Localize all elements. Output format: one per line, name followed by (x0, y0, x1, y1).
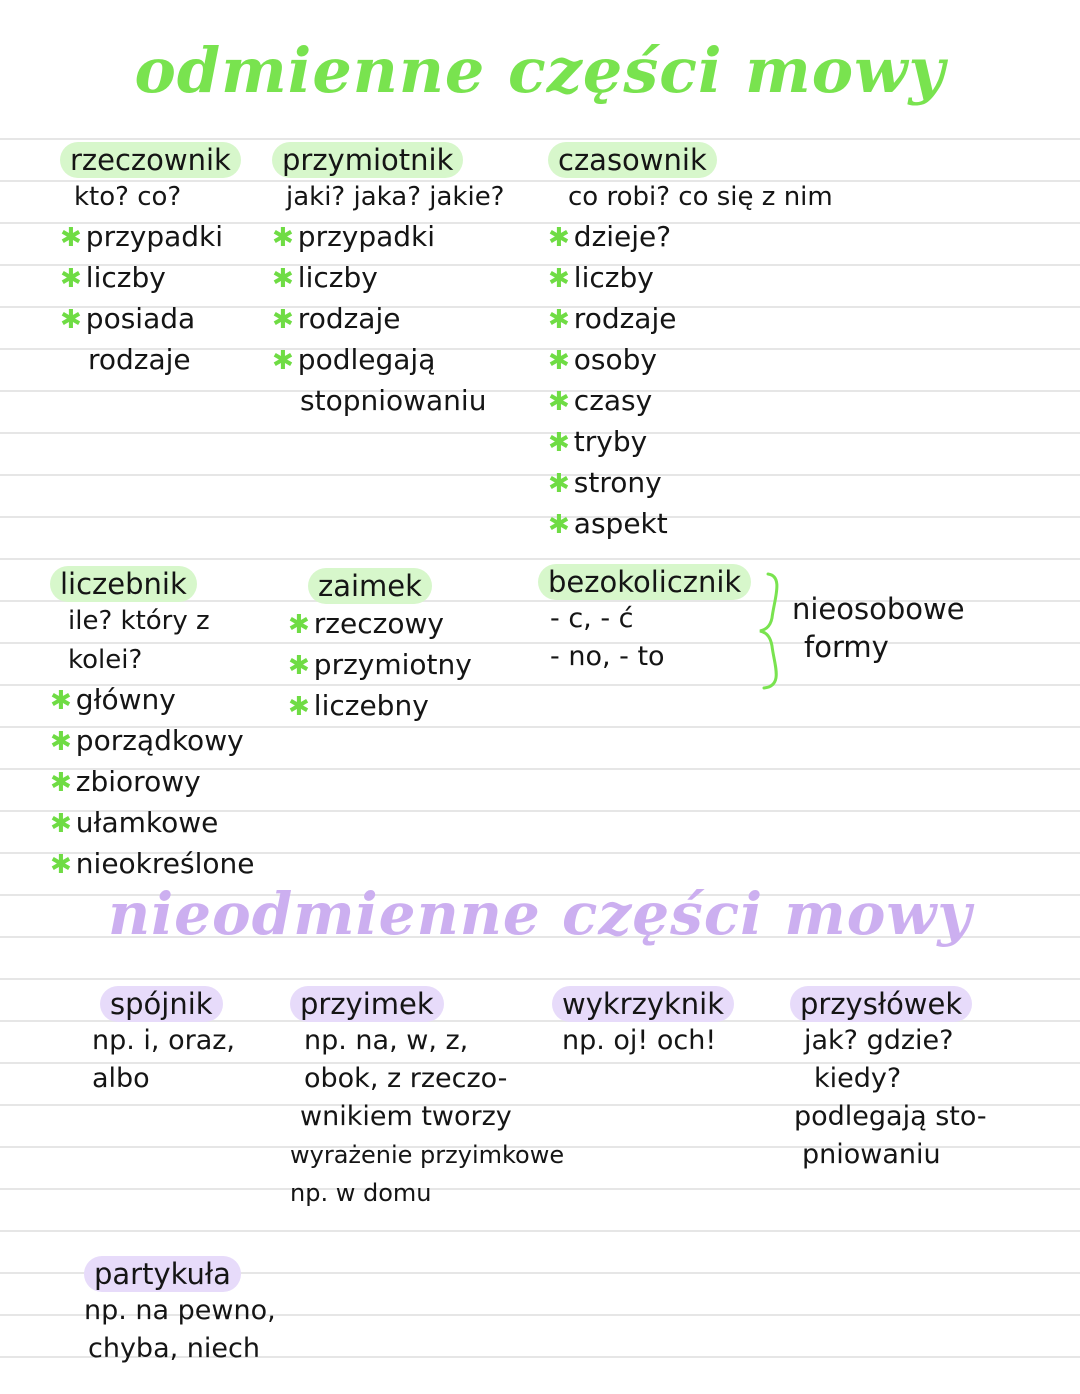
section-przyslowek (790, 986, 987, 1174)
text-line: chyba, niech (88, 1333, 260, 1364)
section-przymiotnik (272, 142, 505, 420)
page-title-uninflected: nieodmienne części mowy (107, 880, 973, 948)
asterisk-icon: ✱ (60, 223, 82, 253)
heading-przyslowek: przysłówek (790, 986, 972, 1022)
asterisk-icon: ✱ (548, 387, 570, 417)
section-przyimek (290, 986, 564, 1212)
text-line: jak? gdzie? (804, 1025, 954, 1056)
heading-przyimek: przyimek (290, 986, 444, 1022)
text-line: obok, z rzeczo- (304, 1063, 508, 1094)
list-item: ✱ tryby (548, 425, 648, 458)
asterisk-icon: ✱ (50, 768, 72, 798)
list-item: ✱ czasy (548, 384, 653, 417)
asterisk-icon: ✱ (60, 305, 82, 335)
text-line: podlegają sto- (794, 1101, 987, 1132)
asterisk-icon: ✱ (548, 428, 570, 458)
heading-rzeczownik: rzeczownik (60, 142, 241, 178)
list-czasownik (548, 217, 833, 545)
asterisk-icon: ✱ (60, 264, 82, 294)
text-line: np. i, oraz, (92, 1025, 236, 1056)
section-zaimek (288, 568, 472, 727)
list-item: ✱ dzieje? (548, 220, 672, 253)
list-item: ✱ osoby (548, 343, 657, 376)
list-przymiotnik (272, 217, 505, 420)
note-bezokolicznik (792, 590, 965, 666)
list-item: ✱ aspekt (548, 507, 668, 540)
heading-spojnik: spójnik (100, 986, 223, 1022)
list-item: ✱ liczby (272, 261, 378, 294)
asterisk-icon: ✱ (288, 692, 310, 722)
section-liczebnik (50, 566, 255, 885)
suffix-line-1: - c, - ć (550, 603, 634, 634)
heading-wykrzyknik: wykrzyknik (552, 986, 734, 1022)
list-item: ✱ nieokreślone (50, 847, 255, 880)
section-wykrzyknik (552, 986, 734, 1060)
heading-przymiotnik: przymiotnik (272, 142, 463, 178)
asterisk-icon: ✱ (272, 264, 294, 294)
curly-brace-icon (756, 570, 796, 692)
asterisk-icon: ✱ (50, 809, 72, 839)
list-item: ✱ rzeczowy (288, 607, 444, 640)
section-spojnik (92, 986, 235, 1098)
asterisk-icon: ✱ (548, 346, 570, 376)
text-line: wyrażenie przyimkowe (290, 1141, 565, 1169)
list-item: ✱ porządkowy (50, 724, 244, 757)
asterisk-icon: ✱ (548, 264, 570, 294)
list-item: ✱ ułamkowe (50, 806, 219, 839)
list-item: ✱ liczby (60, 261, 166, 294)
section-bezokolicznik (538, 564, 751, 676)
text-line: albo (92, 1063, 150, 1094)
section-czasownik (548, 142, 833, 545)
list-item: ✱ rodzaje (548, 302, 677, 335)
asterisk-icon: ✱ (548, 223, 570, 253)
heading-zaimek: zaimek (308, 568, 432, 604)
text-line: pniowaniu (802, 1139, 941, 1170)
text-line: np. na pewno, (84, 1295, 276, 1326)
question-liczebnik-line2: kolei? (68, 645, 143, 675)
asterisk-icon: ✱ (548, 469, 570, 499)
heading-partykula: partykuła (84, 1256, 241, 1292)
list-liczebnik (50, 680, 255, 885)
section-partykula (84, 1256, 276, 1368)
list-item: ✱ liczebny (288, 689, 429, 722)
list-item: ✱ przypadki (60, 220, 224, 253)
list-item: ✱ przypadki (272, 220, 436, 253)
heading-bezokolicznik: bezokolicznik (538, 564, 751, 600)
heading-czasownik: czasownik (548, 142, 717, 178)
suffix-line-2: - no, - to (550, 641, 665, 672)
heading-liczebnik: liczebnik (50, 566, 197, 602)
section-rzeczownik (60, 142, 241, 379)
note-line-2: formy (804, 630, 889, 664)
list-item: ✱ podlegają stopniowaniu (272, 343, 487, 417)
question-liczebnik-line1: ile? który z (68, 606, 210, 636)
list-item: ✱ zbiorowy (50, 765, 201, 798)
asterisk-icon: ✱ (288, 610, 310, 640)
list-item: ✱ główny (50, 683, 176, 716)
list-item: ✱ przymiotny (288, 648, 472, 681)
asterisk-icon: ✱ (272, 346, 294, 376)
text-line: np. oj! och! (562, 1025, 717, 1056)
text-line: wnikiem tworzy (300, 1101, 512, 1132)
page-title-inflected: odmienne części mowy (134, 34, 946, 107)
list-item: ✱ liczby (548, 261, 654, 294)
asterisk-icon: ✱ (288, 651, 310, 681)
text-line: np. na, w, z, (304, 1025, 469, 1056)
asterisk-icon: ✱ (548, 305, 570, 335)
asterisk-icon: ✱ (50, 850, 72, 880)
list-item: ✱ rodzaje (272, 302, 401, 335)
list-rzeczownik (60, 217, 241, 379)
list-item: ✱ posiada rodzaje (60, 302, 196, 376)
question-rzeczownik: kto? co? (74, 182, 182, 212)
question-czasownik: co robi? co się z nim (568, 182, 833, 212)
note-line-1: nieosobowe (792, 592, 965, 626)
asterisk-icon: ✱ (272, 305, 294, 335)
question-przymiotnik: jaki? jaka? jakie? (286, 182, 505, 212)
list-item: ✱ strony (548, 466, 662, 499)
list-zaimek (288, 604, 472, 727)
asterisk-icon: ✱ (50, 686, 72, 716)
asterisk-icon: ✱ (272, 223, 294, 253)
text-line: np. w domu (290, 1179, 432, 1207)
text-line: kiedy? (814, 1063, 902, 1094)
asterisk-icon: ✱ (50, 727, 72, 757)
asterisk-icon: ✱ (548, 510, 570, 540)
